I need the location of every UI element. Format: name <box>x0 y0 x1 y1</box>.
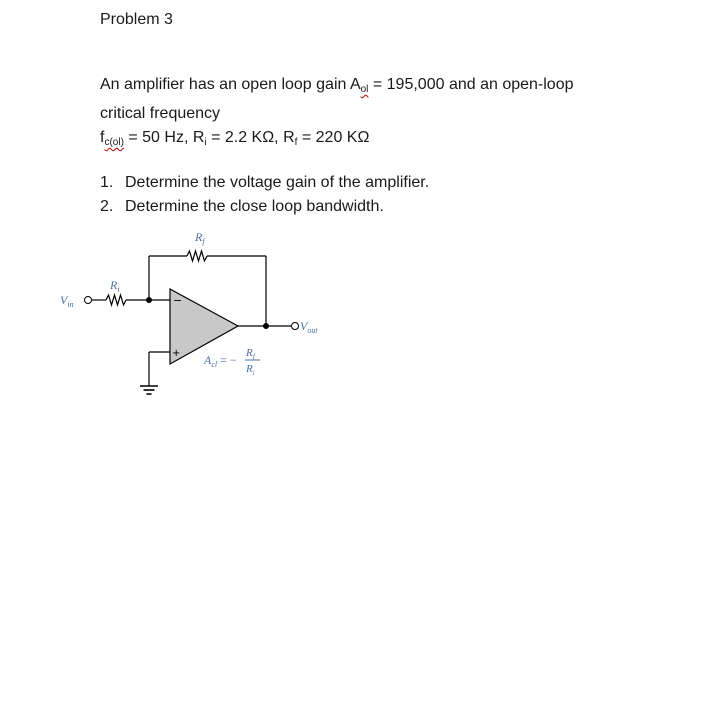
gain-subscript: ol <box>360 84 369 95</box>
noninverting-input-sign: + <box>172 348 181 359</box>
list-item: 1. Determine the voltage gain of the amplifier. <box>100 174 430 191</box>
rf-label: $R_f$ <box>195 230 205 246</box>
vout-label: $V_{out}$ <box>300 319 318 335</box>
inverting-junction-dot <box>146 297 152 303</box>
vin-terminal <box>85 297 92 304</box>
fc-subscript: c(ol) <box>104 137 124 148</box>
inverting-input-sign: − <box>173 294 183 307</box>
vout-terminal <box>292 323 299 330</box>
vin-label: $V_{in}$ <box>60 293 74 309</box>
list-item: 2. Determine the close loop bandwidth. <box>100 198 384 215</box>
ri-resistor <box>106 295 126 305</box>
gain-fraction-denominator: $R_i$ <box>246 363 255 377</box>
ground-icon <box>140 386 158 394</box>
problem-title: Problem 3 <box>100 11 173 28</box>
gain-fraction-numerator: $R_f$ <box>246 347 255 361</box>
rf-resistor <box>187 251 207 261</box>
output-junction-dot <box>263 323 269 329</box>
statement-line-3: $f_{c(ol)} = 50$ Hz, $R_i = 2.2$ KΩ, $R_f = 220$ KΩ <box>100 129 370 148</box>
gain-formula-lhs: $A_{cl}$ = − <box>204 353 237 369</box>
statement-line-1: An amplifier has an open loop gain $A_{ol} = 195,000$ and an open-loop <box>100 76 574 95</box>
ri-label: $R_i$ <box>110 278 120 294</box>
statement-line-2: critical frequency <box>100 105 221 122</box>
